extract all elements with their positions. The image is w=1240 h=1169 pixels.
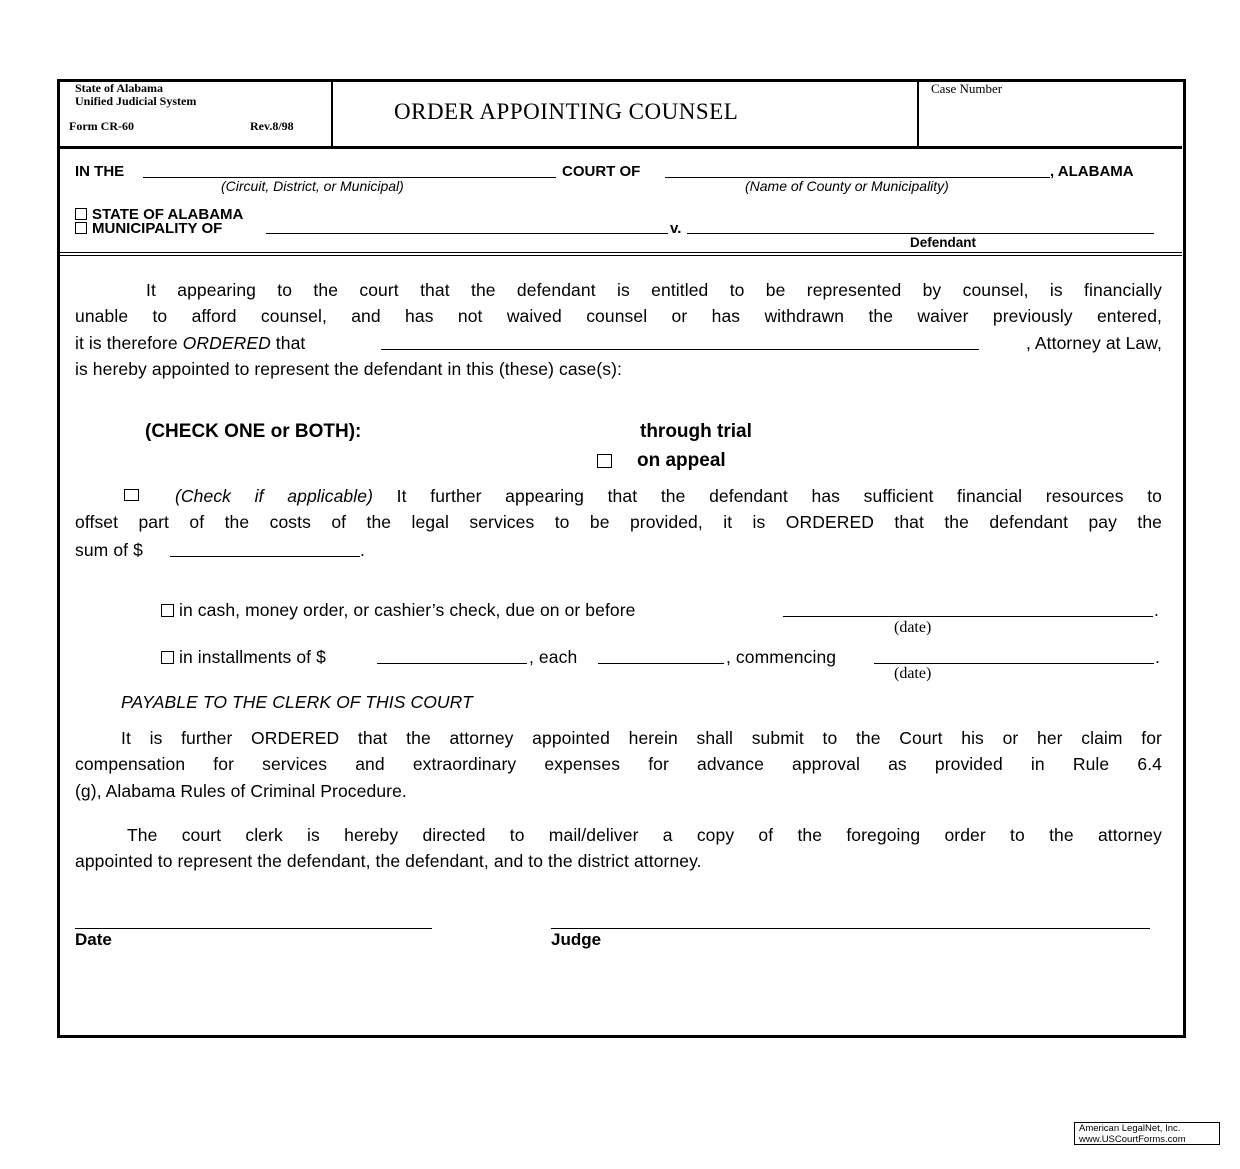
municipality-option-label: MUNICIPALITY OF xyxy=(92,220,223,237)
p3-line2: compensation for services and extraordinary expenses for advance approval as provided in Rule 6.4 xyxy=(75,754,1162,774)
court-of-label: COURT OF xyxy=(562,163,641,180)
on-appeal-checkbox[interactable] xyxy=(597,454,612,468)
header-divider-right xyxy=(917,80,919,147)
form-title: ORDER APPOINTING COUNSEL xyxy=(394,99,739,124)
installments-date-caption: (date) xyxy=(894,665,932,682)
p1-line1: It appearing to the court that the defendant is entitled to be represented by counsel, is financially xyxy=(146,280,1162,300)
county-caption: (Name of County or Municipality) xyxy=(745,178,949,194)
cash-date-caption: (date) xyxy=(894,619,932,636)
municipality-field[interactable] xyxy=(266,219,668,234)
case-number-label: Case Number xyxy=(931,81,1003,96)
each-label: , each xyxy=(529,647,578,667)
attorney-name-field[interactable] xyxy=(381,335,979,350)
installments-option[interactable] xyxy=(161,647,326,668)
installment-frequency-field[interactable] xyxy=(598,649,724,664)
through-trial-label[interactable]: through trial xyxy=(640,421,752,442)
p1-line4: is hereby appointed to represent the defendant in this (these) case(s): xyxy=(75,359,623,379)
cash-option[interactable] xyxy=(161,600,636,621)
date-signature-line[interactable] xyxy=(75,928,432,929)
header-state: State of Alabama xyxy=(75,81,163,95)
defendant-label: Defendant xyxy=(910,235,977,250)
installment-amount-field[interactable] xyxy=(377,649,527,664)
p2-check-label: (Check if applicable) xyxy=(175,486,374,506)
p1-that: that xyxy=(270,333,306,353)
payable-note: PAYABLE TO THE CLERK OF THIS COURT xyxy=(121,692,473,712)
p2-line2: offset part of the costs of the legal services to be provided, it is ORDERED that the defendant pay the xyxy=(75,512,1162,532)
p1-line3 xyxy=(75,333,305,354)
installments-period: . xyxy=(1155,647,1160,667)
case-number-field[interactable] xyxy=(920,98,1179,145)
cash-option-label: in cash, money order, or cashier’s check, due on or before xyxy=(179,600,636,620)
header-system: Unified Judicial System xyxy=(75,94,197,108)
judge-signature-line[interactable] xyxy=(551,928,1150,929)
sum-field[interactable] xyxy=(170,542,360,557)
installments-label: in installments of $ xyxy=(179,647,326,667)
state-checkbox[interactable] xyxy=(75,208,87,220)
p1-line3-pre: it is therefore xyxy=(75,333,183,353)
court-type-caption: (Circuit, District, or Municipal) xyxy=(221,178,404,194)
municipality-option[interactable] xyxy=(75,220,222,237)
header-form-number: Form CR-60 xyxy=(69,119,134,133)
state-option-label: STATE OF ALABAMA xyxy=(92,206,244,223)
footer-stamp xyxy=(1074,1122,1220,1145)
in-the-label: IN THE xyxy=(75,163,125,180)
versus-label: v. xyxy=(670,220,682,237)
alabama-label: , ALABAMA xyxy=(1050,163,1134,180)
cash-due-date-field[interactable] xyxy=(783,602,1153,617)
header-divider-left xyxy=(331,80,333,147)
installments-checkbox[interactable] xyxy=(161,651,174,664)
date-label: Date xyxy=(75,930,112,949)
p3-line1: It is further ORDERED that the attorney appointed herein shall submit to the Court his or her claim for xyxy=(121,728,1162,748)
p4-line2: appointed to represent the defendant, the defendant, and to the district attorney. xyxy=(75,851,702,871)
p4-line1: The court clerk is hereby directed to mail/deliver a copy of the foregoing order to the attorney xyxy=(127,825,1162,845)
court-type-field[interactable] xyxy=(143,163,556,178)
commencing-label: , commencing xyxy=(726,647,837,667)
p2-line3: sum of $ xyxy=(75,540,143,560)
on-appeal-label[interactable]: on appeal xyxy=(637,450,726,471)
defendant-field[interactable] xyxy=(687,219,1154,234)
header-revision: Rev.8/98 xyxy=(250,119,294,133)
commencing-date-field[interactable] xyxy=(874,649,1154,664)
applicable-checkbox[interactable] xyxy=(124,489,139,501)
sum-period: . xyxy=(360,540,365,560)
p2-line1-rest: It further appearing that the defendant has sufficient financial resources to xyxy=(373,486,1162,506)
cash-checkbox[interactable] xyxy=(161,604,174,617)
p1-ordered: ORDERED xyxy=(182,333,271,353)
county-field[interactable] xyxy=(665,163,1050,178)
cash-period: . xyxy=(1154,600,1159,620)
p3-line3: (g), Alabama Rules of Criminal Procedure. xyxy=(75,781,407,801)
p1-line3-post: , Attorney at Law, xyxy=(1025,333,1162,353)
header-bottom-rule xyxy=(58,146,1182,149)
p2-line1 xyxy=(175,486,1162,507)
p1-line2: unable to afford counsel, and has not waived counsel or has withdrawn the waiver previously entered, xyxy=(75,306,1162,326)
check-one-label: (CHECK ONE or BOTH): xyxy=(145,421,362,442)
footer-website: www.USCourtForms.com xyxy=(1079,1134,1186,1145)
municipality-checkbox[interactable] xyxy=(75,222,87,234)
caption-rule-bottom xyxy=(58,255,1182,256)
footer-company: American LegalNet, Inc. xyxy=(1079,1123,1181,1134)
judge-label: Judge xyxy=(551,930,602,949)
caption-rule-top xyxy=(58,252,1182,253)
